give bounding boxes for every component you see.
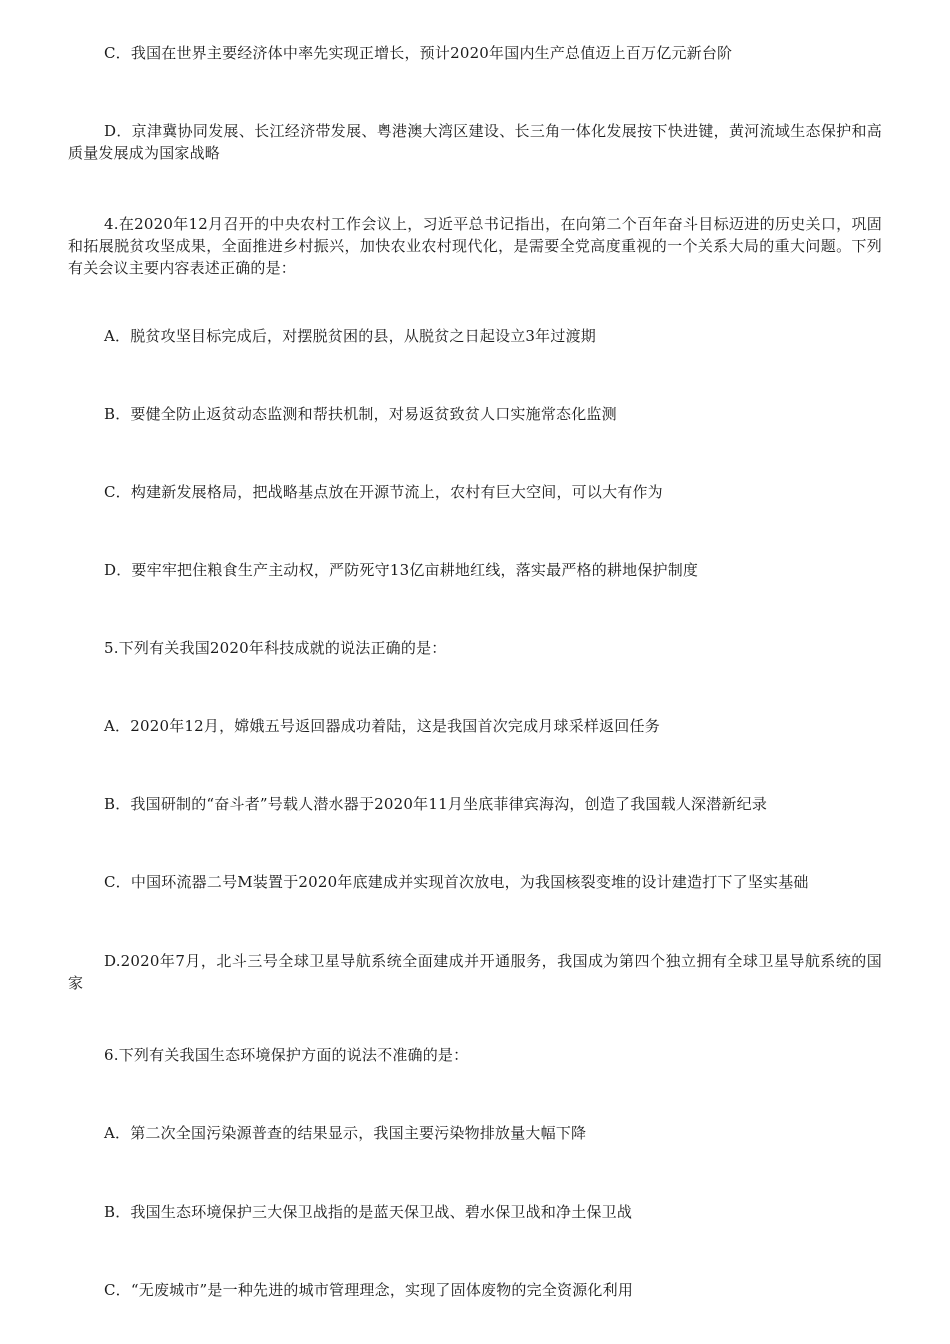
option-d-q4: D．要牢牢把住粮食生产主动权，严防死守13亿亩耕地红线，落实最严格的耕地保护制度 xyxy=(104,561,699,579)
question-6: 6.下列有关我国生态环境保护方面的说法不准确的是： xyxy=(104,1046,469,1064)
option-a-q6: A．第二次全国污染源普查的结果显示，我国主要污染物排放量大幅下降 xyxy=(104,1124,587,1142)
option-c-q3: C．我国在世界主要经济体中率先实现正增长，预计2020年国内生产总值迈上百万亿元新台阶 xyxy=(104,44,733,62)
question-4: 4.在2020年12月召开的中央农村工作会议上，习近平总书记指出，在向第二个百年奋斗目标迈进的历史关口，巩固和拓展脱贫攻坚成果，全面推进乡村振兴，加快农业农村现代化，是需要全党高度重视的一个关系大局的重大问题。下列有关会议主要内容表述正确的是： xyxy=(68,215,882,277)
option-b-q4: B．要健全防止返贫动态监测和帮扶机制，对易返贫致贫人口实施常态化监测 xyxy=(104,405,617,423)
option-b-q6: B．我国生态环境保护三大保卫战指的是蓝天保卫战、碧水保卫战和净土保卫战 xyxy=(104,1203,633,1221)
option-a-q5: A．2020年12月，嫦娥五号返回器成功着陆，这是我国首次完成月球采样返回任务 xyxy=(104,717,660,735)
question-5: 5.下列有关我国2020年科技成就的说法正确的是： xyxy=(104,639,447,657)
option-c-q4: C．构建新发展格局，把战略基点放在开源节流上，农村有巨大空间，可以大有作为 xyxy=(104,483,663,501)
option-a-q4: A．脱贫攻坚目标完成后，对摆脱贫困的县，从脱贫之日起设立3年过渡期 xyxy=(104,327,596,345)
option-d-q3: D．京津冀协同发展、长江经济带发展、粤港澳大湾区建设、长三角一体化发展按下快进键，黄河流域生态保护和高质量发展成为国家战略 xyxy=(68,122,882,162)
option-d-q5: D.2020年7月，北斗三号全球卫星导航系统全面建成并开通服务，我国成为第四个独立拥有全球卫星导航系统的国家 xyxy=(68,952,882,992)
option-c-q5: C．中国环流器二号M装置于2020年底建成并实现首次放电，为我国核裂变堆的设计建造打下了坚实基础 xyxy=(104,873,809,891)
option-b-q5: B．我国研制的“奋斗者”号载人潜水器于2020年11月坐底菲律宾海沟，创造了我国载人深潜新纪录 xyxy=(104,795,768,813)
option-c-q6: C．“无废城市”是一种先进的城市管理理念，实现了固体废物的完全资源化利用 xyxy=(104,1281,634,1299)
